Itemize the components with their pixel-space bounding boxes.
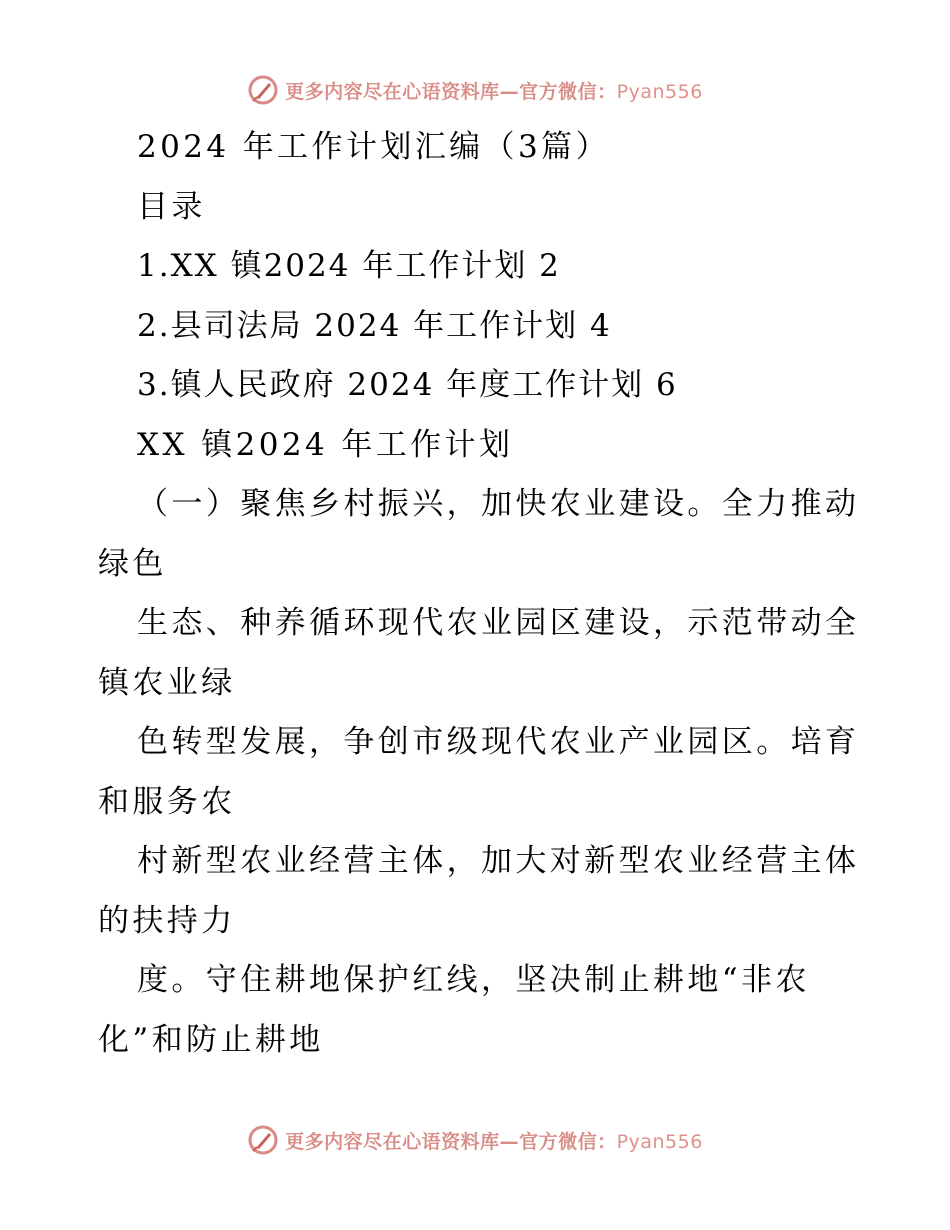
- paragraph-line: 化”和防止耕地: [98, 1021, 324, 1058]
- section-heading: XX 镇2024 年工作计划: [137, 426, 514, 463]
- toc-heading: 目录: [137, 188, 206, 225]
- toc-item-1: 1.XX 镇2024 年工作计划 2: [137, 248, 561, 284]
- paragraph-line: 生态、种养循环现代农业园区建设，示范带动全: [137, 605, 860, 641]
- paragraph-line: （一）聚焦乡村振兴，加快农业建设。全力推动: [137, 486, 860, 522]
- paragraph-line: 镇农业绿: [98, 664, 236, 701]
- paragraph-line: 度。守住耕地保护红线，坚决制止耕地“非农: [137, 962, 810, 998]
- paragraph-line: 绿色: [98, 545, 167, 582]
- watermark-text: 更多内容尽在心语资料库—官方微信：Pyan556: [285, 80, 703, 103]
- paragraph-line: 村新型农业经营主体，加大对新型农业经营主体: [137, 843, 860, 879]
- watermark-text: 更多内容尽在心语资料库—官方微信：Pyan556: [285, 1130, 703, 1153]
- toc-item-2: 2.县司法局 2024 年工作计划 4: [137, 307, 612, 344]
- paragraph-line: 和服务农: [98, 783, 236, 820]
- paragraph-line: 的扶持力: [98, 902, 236, 939]
- feather-pen-icon: [247, 74, 279, 106]
- header-watermark: [0, 70, 950, 110]
- toc-item-3: 3.镇人民政府 2024 年度工作计划 6: [137, 367, 678, 403]
- paragraph-line: 色转型发展，争创市级现代农业产业园区。培育: [137, 724, 860, 760]
- document-body: [0, 118, 950, 1070]
- document-title: 2024 年工作计划汇编（3篇）: [137, 129, 610, 165]
- footer-watermark: [0, 1120, 950, 1160]
- feather-pen-icon: [247, 1124, 279, 1156]
